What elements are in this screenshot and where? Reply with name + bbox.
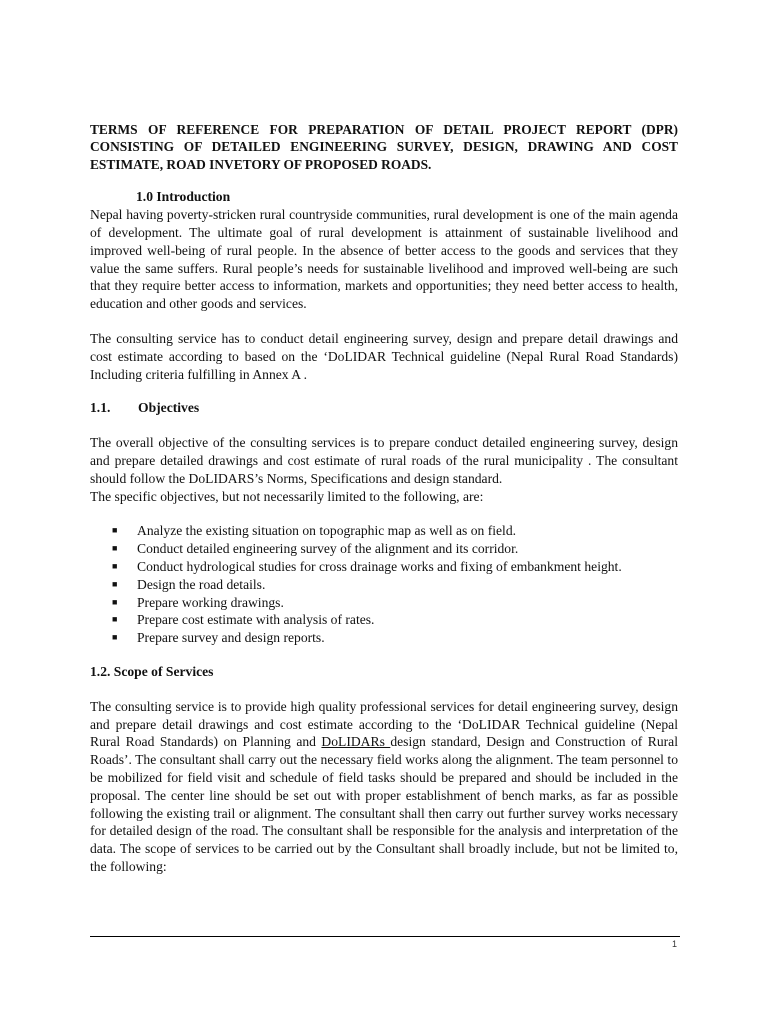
scope-paragraph: The consulting service is to provide high quality professional services for detail engineering survey, design and prepare detail drawings and cost estimate according to the ‘DoLIDAR Technical guideline (Nepal Rural Road Standards) on Planning and DoLIDARs design standard, Design and Construction of Rural Roads’. The consultant shall carry out the necessary field works along the alignment. The team personnel to be mobilized for field visit and schedule of field tasks should be prepared and should be included in the proposal. The center line should be set out with proper establishment of bench marks, as far as possible following the existing trail or alignment. The consultant shall then carry out further survey works necessary for detailed design of the road. The consultant shall be responsible for the analysis and interpretation of the data. The scope of services to be carried out by the Consultant shall broadly include, but not be limited to, the following: xyxy=(90,698,678,874)
introduction-heading: 1.0 Introduction xyxy=(136,189,231,205)
bullet-icon: ■ xyxy=(112,596,118,607)
objectives-paragraph-1: The overall objective of the consulting services is to prepare conduct detailed engineering survey, design and prepare detailed drawings and cost estimate of rural roads of the rural municipality . The consultant should follow the DoLIDARS’s Norms, Specifications and design standard. xyxy=(90,435,678,486)
list-item: ■ Conduct hydrological studies for cross drainage works and fixing of embankment height. xyxy=(112,558,622,574)
introduction-paragraph-1: Nepal having poverty-stricken rural countryside communities, rural development is one of the main agenda of development. The ultimate goal of rural development is attainment of sustainable livelihood and improved well-being of rural people. In the absence of better access to the goods and services that they value the same suffers. Rural people’s needs for sustainable livelihood and improved well-being are such that they require better access to information, markets and opportunities; they need better access to health, education and other goods and services. xyxy=(90,207,678,312)
footer-divider xyxy=(90,936,680,937)
list-item: ■ Design the road details. xyxy=(112,576,266,592)
bullet-icon: ■ xyxy=(112,560,118,571)
introduction-paragraph-2: The consulting service has to conduct detail engineering survey, design and prepare detail drawings and cost estimate according to based on the ‘DoLIDAR Technical guideline (Nepal Rural Road Standards) Including criteria fulfilling in Annex A . xyxy=(90,331,678,382)
list-item: ■ Analyze the existing situation on topographic map as well as on field. xyxy=(112,523,517,539)
list-item: ■ Prepare working drawings. xyxy=(112,594,284,610)
objectives-list xyxy=(90,522,678,647)
list-item: ■ Prepare survey and design reports. xyxy=(112,630,325,646)
page-number: 1 xyxy=(672,939,678,949)
list-item: ■ Conduct detailed engineering survey of the alignment and its corridor. xyxy=(112,541,519,557)
bullet-icon: ■ xyxy=(112,578,118,589)
bullet-icon: ■ xyxy=(112,614,118,625)
objectives-heading xyxy=(90,399,678,417)
document-page xyxy=(90,121,678,876)
document-title: TERMS OF REFERENCE FOR PREPARATION OF DETAIL PROJECT REPORT (DPR) CONSISTING OF DETAILED ENGINEERING SURVEY, DESIGN, DRAWING AND COST ESTIMATE, ROAD INVETORY OF PROPOSED ROADS. xyxy=(90,122,678,172)
list-item: ■ Prepare cost estimate with analysis of rates. xyxy=(112,612,375,628)
scope-heading: 1.2. Scope of Services xyxy=(90,663,214,679)
bullet-icon: ■ xyxy=(112,632,118,643)
dolidars-underlined-text: DoLIDARs xyxy=(321,734,391,750)
bullet-icon: ■ xyxy=(112,543,118,554)
objectives-title: Objectives xyxy=(138,400,200,416)
objectives-paragraph-2: The specific objectives, but not necessarily limited to the following, are: xyxy=(90,488,484,504)
objectives-number: 1.1. xyxy=(90,400,111,416)
bullet-icon: ■ xyxy=(112,525,118,536)
